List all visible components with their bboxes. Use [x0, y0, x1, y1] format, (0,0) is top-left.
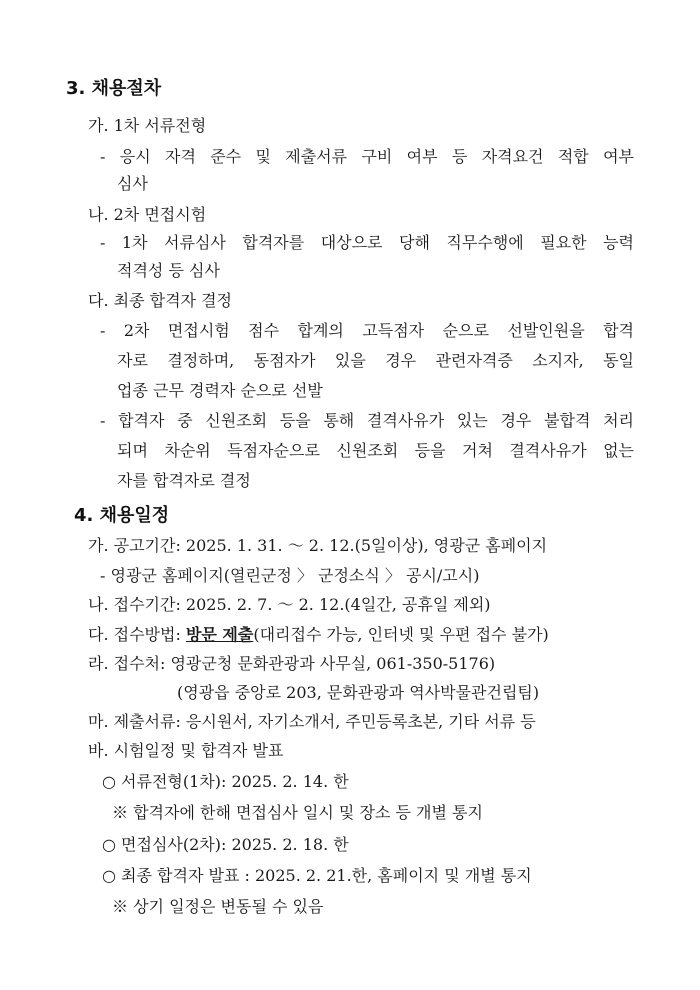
- final-decision-desc-2: - 합격자 중 신원조회 등을 통해 결격사유가 있는 경우 불합격 처리: [100, 411, 634, 430]
- schedule-label: 바. 시험일정 및 합격자 발표: [88, 741, 284, 760]
- stage-1-desc-cont: 심사: [117, 174, 148, 193]
- announcement-period: 가. 공고기간: 2025. 1. 31. ～ 2. 12.(5일이상), 영광군 홈페이지: [88, 536, 548, 555]
- reception-address: (영광읍 중앙로 203, 문화관광과 역사박물관건립팀): [177, 683, 540, 702]
- final-decision-desc-1: - 2차 면접시험 점수 합계의 고득점자 순으로 선발인원을 합격: [100, 321, 634, 340]
- final-decision-desc-2-cont: 되며 차순위 득점자순으로 신원조회 등을 거쳐 결격사유가 없는: [117, 441, 634, 460]
- schedule-interview: ○ 면접심사(2차): 2025. 2. 18. 한: [102, 835, 349, 854]
- schedule-final-announcement: ○ 최종 합격자 발표 : 2025. 2. 21.한, 홈페이지 및 개별 통지: [102, 866, 532, 885]
- schedule-note-interview-notice: ※ 합격자에 한해 면접심사 일시 및 장소 등 개별 통지: [112, 803, 483, 822]
- final-decision-desc-1-cont2: 업종 근무 경력자 순으로 선발: [117, 381, 323, 400]
- final-decision-desc-1-cont: 자로 결정하며, 동점자가 있을 경우 관련자격증 소지자, 동일: [117, 351, 634, 370]
- stage-1-label: 가. 1차 서류전형: [88, 116, 207, 135]
- reception-method-emphasis: 방문 제출: [185, 625, 254, 644]
- announcement-path: - 영광군 홈페이지(열린군정 〉 군정소식 〉 공시/고시): [100, 566, 480, 585]
- final-decision-label: 다. 최종 합격자 결정: [88, 291, 232, 310]
- reception-place: 라. 접수처: 영광군청 문화관광과 사무실, 061-350-5176): [88, 654, 496, 673]
- reception-period: 나. 접수기간: 2025. 2. 7. ～ 2. 12.(4일간, 공휴일 제외): [88, 595, 491, 614]
- schedule-note-subject-to-change: ※ 상기 일정은 변동될 수 있음: [112, 897, 324, 916]
- stage-2-desc: - 1차 서류심사 합격자를 대상으로 당해 직무수행에 필요한 능력: [100, 233, 634, 252]
- reception-method: [88, 624, 549, 646]
- documents-required: 마. 제출서류: 응시원서, 자기소개서, 주민등록초본, 기타 서류 등: [88, 712, 536, 731]
- reception-method-suffix: (대리접수 가능, 인터넷 및 우편 접수 불가): [253, 625, 549, 644]
- reception-method-prefix: 다. 접수방법:: [88, 625, 186, 644]
- schedule-document-screening: ○ 서류전형(1차): 2025. 2. 14. 한: [102, 772, 349, 791]
- stage-1-desc: - 응시 자격 준수 및 제출서류 구비 여부 등 자격요건 적합 여부: [100, 147, 634, 166]
- final-decision-desc-2-cont2: 자를 합격자로 결정: [117, 471, 251, 490]
- stage-2-desc-cont: 적격성 등 심사: [117, 261, 220, 280]
- section-3-heading: 3. 채용절차: [66, 78, 162, 99]
- stage-2-label: 나. 2차 면접시험: [88, 205, 207, 224]
- section-4-heading: 4. 채용일정: [74, 505, 170, 526]
